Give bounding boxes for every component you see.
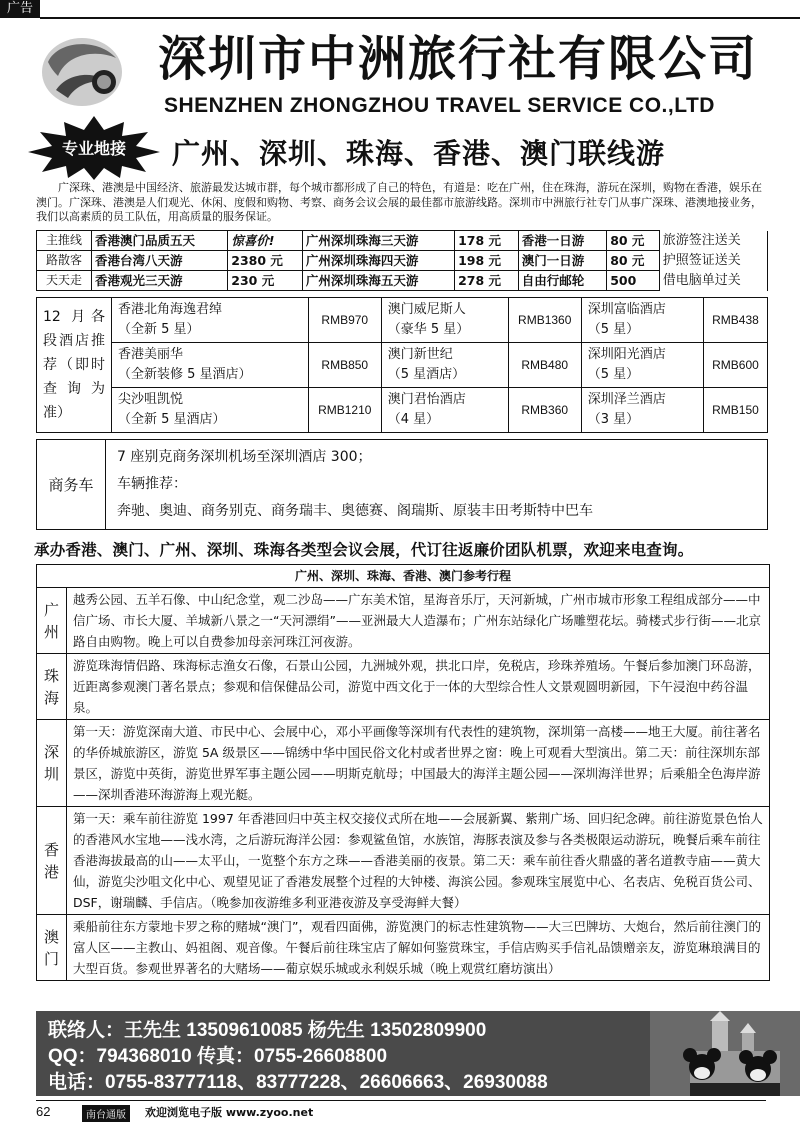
itinerary-city: 深圳 <box>37 720 67 806</box>
hotel-star: （5 星酒店） <box>387 367 466 382</box>
contact-persons: 联络人：王先生 13509610085 杨先生 13502809900 <box>48 1020 487 1041</box>
tour-price: 80 元 <box>607 251 660 271</box>
tour-price: 230 元 <box>228 271 303 291</box>
hotel-name: 香港北角海逸君绰 <box>118 302 223 317</box>
hotel-star: （4 星） <box>387 412 440 427</box>
itinerary-city: 香港 <box>37 807 67 914</box>
conference-banner: 承办香港、澳门、广州、深圳、珠海各类型会议会展，代订往返廉价团队机票，欢迎来电查询。 <box>34 541 694 559</box>
hotel-star: （3 星） <box>587 412 640 427</box>
footer-text: 欢迎浏览电子版 www.zyoo.net <box>145 1106 314 1119</box>
hotel-name: 深圳泽兰酒店 <box>587 392 666 407</box>
hotel-cell <box>581 343 703 388</box>
hotel-star: （5 星） <box>587 367 640 382</box>
hotel-price: RMB438 <box>703 298 767 343</box>
itinerary-city: 广州 <box>37 588 67 653</box>
castle-mascot-image <box>650 1011 800 1096</box>
footer-badge: 南台通版 <box>82 1105 130 1122</box>
hotel-price: RMB360 <box>508 388 581 433</box>
hotel-cell <box>381 343 508 388</box>
page-number: 62 <box>36 1104 51 1119</box>
hotel-section-label: 12 月各段酒店推荐（即时查询为准） <box>37 298 112 433</box>
header-rule <box>40 17 800 19</box>
tour-price: 178 元 <box>455 231 519 251</box>
tour-side-label: 主推线 <box>37 231 92 251</box>
hotel-price: RMB1210 <box>308 388 381 433</box>
tour-side-label: 天天走 <box>37 271 92 291</box>
tour-name: 广州深圳珠海四天游 <box>302 251 454 271</box>
hotel-table <box>36 297 768 433</box>
table-row <box>37 231 768 251</box>
tour-name: 香港一日游 <box>518 231 607 251</box>
itinerary-row <box>37 720 769 807</box>
car-models-line: 奔驰、奥迪、商务别克、商务瑞丰、奥德赛、阁瑞斯、原装丰田考斯特中巴车 <box>117 503 593 519</box>
contact-phones: 电话：0755-83777118、83777228、26606663、26930088 <box>48 1072 548 1093</box>
hotel-star: （全新 5 星酒店） <box>118 412 226 427</box>
hotel-name: 澳门威尼斯人 <box>387 302 466 317</box>
hotel-cell <box>112 343 309 388</box>
company-name-en: SHENZHEN ZHONGZHOU TRAVEL SERVICE CO.,LTD <box>164 94 715 117</box>
itinerary-title: 广州、深圳、珠海、香港、澳门参考行程 <box>37 565 769 588</box>
tour-note: 护照签证送关 <box>659 251 767 271</box>
tour-side-label: 路散客 <box>37 251 92 271</box>
hotel-name: 澳门新世纪 <box>387 347 453 362</box>
hotel-star: （豪华 5 星） <box>387 322 470 337</box>
hotel-cell <box>581 388 703 433</box>
tour-name: 广州深圳珠海三天游 <box>302 231 454 251</box>
tour-price: 80 元 <box>607 231 660 251</box>
hotel-name: 深圳阳光酒店 <box>587 347 666 362</box>
badge-text: 专业地接 <box>61 139 127 158</box>
itinerary-text: 乘船前往东方蒙地卡罗之称的赌城“澳门”，观看四面佛，游览澳门的标志性建筑物——大三巴牌坊、大炮台，然后前往澳门的富人区——主教山、妈祖阁、观音像。午餐后前往珠宝店了解如何鉴赏珠宝，手信店购买手信礼品馈赠亲友，游览琳琅满目的大型百货。参观世界著名的大赌场——葡京娱乐城或永利娱乐城（晚上观赏红磨坊演出） <box>73 919 761 976</box>
tour-name: 香港台湾八天游 <box>92 251 228 271</box>
intro-paragraph: 广深珠、港澳是中国经济、旅游最发达城市群，每个城市都形成了自己的特色，有道是：吃在广州，住在珠海，游玩在深圳，购物在香港，娱乐在澳门。广深珠、港澳是人们观光、休闲、度假和购物、考察、商务会议会展的最佳都市旅游线路。深圳市中洲旅行社专门从事广深珠、港澳地接业务，我们以高素质的员工队伍，用高质量的服务保证。 <box>36 181 762 223</box>
car-airport-line: 7 座别克商务深圳机场至深圳酒店 300； <box>117 449 372 465</box>
table-row <box>37 251 768 271</box>
tour-price: 惊喜价! <box>228 231 303 251</box>
contact-qq-fax: QQ：794368010 传真：0755-26608800 <box>48 1046 388 1067</box>
route-title: 广州、深圳、珠海、香港、澳门联线游 <box>172 137 666 170</box>
car-label: 商务车 <box>37 440 106 529</box>
table-row <box>37 271 768 291</box>
company-name-cn: 深圳市中洲旅行社有限公司 <box>158 31 759 87</box>
hotel-name: 香港美丽华 <box>118 347 184 362</box>
table-row <box>37 388 768 433</box>
tour-note: 旅游签注送关 <box>659 231 767 251</box>
hotel-name: 澳门君怡酒店 <box>387 392 466 407</box>
footer-rule <box>36 1100 766 1101</box>
hotel-price: RMB480 <box>508 343 581 388</box>
tour-price: 2380 元 <box>228 251 303 271</box>
table-row <box>37 298 768 343</box>
car-recommend-heading: 车辆推荐： <box>117 476 187 492</box>
hotel-price: RMB970 <box>308 298 381 343</box>
hotel-name: 深圳富临酒店 <box>587 302 666 317</box>
tour-price: 198 元 <box>455 251 519 271</box>
hotel-cell <box>112 388 309 433</box>
business-car-section <box>36 439 768 530</box>
tour-price: 500 <box>607 271 660 291</box>
hotel-cell <box>381 388 508 433</box>
tour-name: 自由行邮轮 <box>518 271 607 291</box>
hotel-cell <box>112 298 309 343</box>
hotel-cell <box>581 298 703 343</box>
hotel-star: （全新装修 5 星酒店） <box>118 367 252 382</box>
tour-price: 278 元 <box>455 271 519 291</box>
tour-name: 澳门一日游 <box>518 251 607 271</box>
itinerary-city: 珠海 <box>37 654 67 719</box>
tour-price-table <box>36 230 768 291</box>
itinerary-row <box>37 807 769 915</box>
itinerary-text: 越秀公园、五羊石像、中山纪念堂，观二沙岛——广东美术馆，星海音乐厅，天河新城，广州市城市形象工程组成部分——中信广场、市长大厦、羊城新八景之一“天河漂绢”——亚洲最大人造瀑布；广州东站绿化广场雕塑花坛。骑楼式步行街——北京路自由购物。晚上可以自费参加母亲河珠江河夜游。 <box>73 592 761 649</box>
hotel-name: 尖沙咀凯悦 <box>118 392 184 407</box>
tour-note: 借电脑单过关 <box>659 271 767 291</box>
hotel-cell <box>381 298 508 343</box>
contact-bar <box>36 1011 800 1096</box>
itinerary-city: 澳门 <box>37 915 67 980</box>
company-logo <box>38 32 126 110</box>
itinerary-text: 第一天：游览深南大道、市民中心、会展中心，邓小平画像等深圳有代表性的建筑物，深圳第一高楼——地王大厦。前往著名的华侨城旅游区，游览 5A 级景区——锦绣中华中国民俗文化村或者世界之窗：晚上可观看大型演出。第二天：前往深圳东部景区，游览中英街，游览世界军事主题公园——明斯克航母；中国最大的海洋主题公园——深圳海洋世界；后乘船全色海岸游——深圳香港环海游海上观光艇。 <box>73 724 761 802</box>
itinerary-row <box>37 588 769 654</box>
hotel-price: RMB600 <box>703 343 767 388</box>
itinerary-text: 游览珠海情侣路、珠海标志渔女石像，石景山公园，九洲城外观，拱北口岸，免税店，珍珠养殖场。午餐后参加澳门环岛游，近距离参观澳门著名景点；参观和信保健品公司，游览中西文化于一体的大型综合性人文景观圆明新园，下午浸泡中药谷温泉。 <box>73 658 761 715</box>
tour-name: 香港观光三天游 <box>92 271 228 291</box>
hotel-star: （5 星） <box>587 322 640 337</box>
starburst-badge <box>24 114 164 180</box>
hotel-price: RMB150 <box>703 388 767 433</box>
hotel-price: RMB850 <box>308 343 381 388</box>
itinerary-text: 第一天：乘车前往游览 1997 年香港回归中英主权交接仪式所在地——会展新翼、紫荆广场、回归纪念碑。前往游览景色怡人的香港风水宝地——浅水湾，之后游玩海洋公园：参观鲨鱼馆，水族馆，海豚表演及参与各类极限运动游玩，晚餐后乘车前往香港海拔最高的山——太平山，一览整个东方之珠——香港美丽的夜景。第二天：乘车前往香火鼎盛的著名道教寺庙——黄大仙，游览尖沙咀文化中心、观望见证了香港发展整个过程的大钟楼、海滨公园。参观珠宝展览中心、名表店、免税百货公司、DSF，谢瑞麟、手信店。（晚参加夜游维多利亚港夜游及享受海鲜大餐） <box>73 811 763 910</box>
hotel-price: RMB1360 <box>508 298 581 343</box>
itinerary-row <box>37 654 769 720</box>
table-row <box>37 343 768 388</box>
itinerary-row <box>37 915 769 980</box>
tour-name: 广州深圳珠海五天游 <box>302 271 454 291</box>
car-content <box>117 444 593 525</box>
hotel-star: （全新 5 星） <box>118 322 200 337</box>
tour-name: 香港澳门品质五天 <box>92 231 228 251</box>
ad-tag: 广告 <box>0 0 40 18</box>
itinerary-table <box>36 564 770 981</box>
